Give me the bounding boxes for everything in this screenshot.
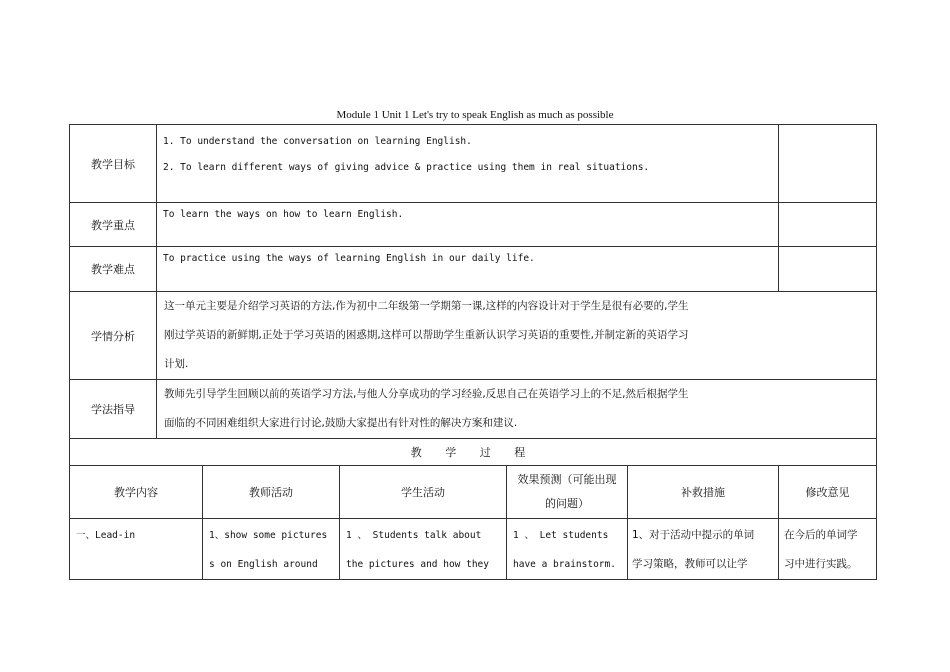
row-learning-guidance	[70, 380, 877, 439]
teacher-activity-line-2: s on English around	[209, 559, 318, 570]
process-title: 教 学 过 程	[70, 439, 877, 466]
empty-cell-key-points	[779, 203, 877, 247]
label-student-analysis: 学情分析	[70, 292, 157, 380]
student-analysis-cell	[157, 292, 877, 380]
header-effect-prediction	[507, 466, 628, 519]
learning-guidance-line-1: 教师先引导学生回顾以前的英语学习方法,与他人分享成功的学习经验,反思自己在英语学习上的不足,然后根据学生	[164, 388, 689, 400]
header-student-activity: 学生活动	[340, 466, 507, 519]
empty-cell-goals	[779, 125, 877, 203]
header-teacher-activity: 教师活动	[203, 466, 340, 519]
row-difficulties	[70, 247, 877, 292]
learning-guidance-line-2: 面临的不同困难组织大家进行讨论,鼓励大家提出有针对性的解决方案和建议.	[164, 417, 518, 429]
effect-line-2: have a brainstorm.	[513, 559, 616, 570]
label-learning-guidance: 学法指导	[70, 380, 157, 439]
row-process-title	[70, 439, 877, 466]
teaching-goal-1: 1. To understand the conversation on learning English.	[163, 136, 472, 147]
header-effect-line-1: 效果预测（可能出现	[517, 473, 617, 486]
lesson-plan-table	[69, 124, 877, 580]
header-content: 教学内容	[70, 466, 203, 519]
teacher-activity-line-1: 1、show some pictures	[209, 530, 328, 541]
label-difficulties: 教学难点	[70, 247, 157, 292]
lead-in-remedy	[628, 519, 779, 580]
key-points-text: To learn the ways on how to learn English.	[157, 203, 779, 247]
revision-line-1: 在今后的单词学	[784, 529, 858, 541]
student-analysis-line-3: 计划.	[164, 358, 189, 370]
revision-line-2: 习中进行实践。	[784, 558, 858, 570]
effect-line-1: 1 、 Let students	[513, 530, 609, 541]
learning-guidance-cell	[157, 380, 877, 439]
row-lead-in	[70, 519, 877, 580]
difficulties-text: To practice using the ways of learning English in our daily life.	[157, 247, 779, 292]
lead-in-student-activity	[340, 519, 507, 580]
lead-in-effect-prediction	[507, 519, 628, 580]
student-analysis-line-1: 这一单元主要是介绍学习英语的方法,作为初中二年级第一学期第一课,这样的内容设计对于学生是很有必要的,学生	[164, 300, 689, 312]
label-teaching-goals: 教学目标	[70, 125, 157, 203]
header-revision: 修改意见	[779, 466, 877, 519]
teaching-goal-2: 2. To learn different ways of giving advice & practice using them in real situations.	[163, 162, 650, 173]
lead-in-revision	[779, 519, 877, 580]
remedy-line-1: 1、对于活动中提示的单词	[632, 529, 755, 541]
document-title: Module 1 Unit 1 Let's try to speak English as much as possible	[336, 109, 614, 121]
row-process-headers	[70, 466, 877, 519]
student-activity-line-2: the pictures and how they	[346, 559, 489, 570]
lead-in-teacher-activity	[203, 519, 340, 580]
teaching-goals-cell	[157, 125, 779, 203]
row-teaching-goals	[70, 125, 877, 203]
row-student-analysis	[70, 292, 877, 380]
remedy-line-2: 学习策略，教师可以让学	[632, 558, 748, 570]
header-effect-line-2: 的问题）	[545, 497, 589, 510]
label-key-points: 教学重点	[70, 203, 157, 247]
empty-cell-difficulties	[779, 247, 877, 292]
row-key-points	[70, 203, 877, 247]
student-analysis-line-2: 刚过学英语的新鲜期,正处于学习英语的困惑期,这样可以帮助学生重新认识学习英语的重要性,并制定新的英语学习	[164, 329, 689, 341]
lead-in-content: 一、Lead-in	[70, 519, 203, 580]
student-activity-line-1: 1 、 Students talk about	[346, 530, 482, 541]
header-remedy: 补救措施	[628, 466, 779, 519]
